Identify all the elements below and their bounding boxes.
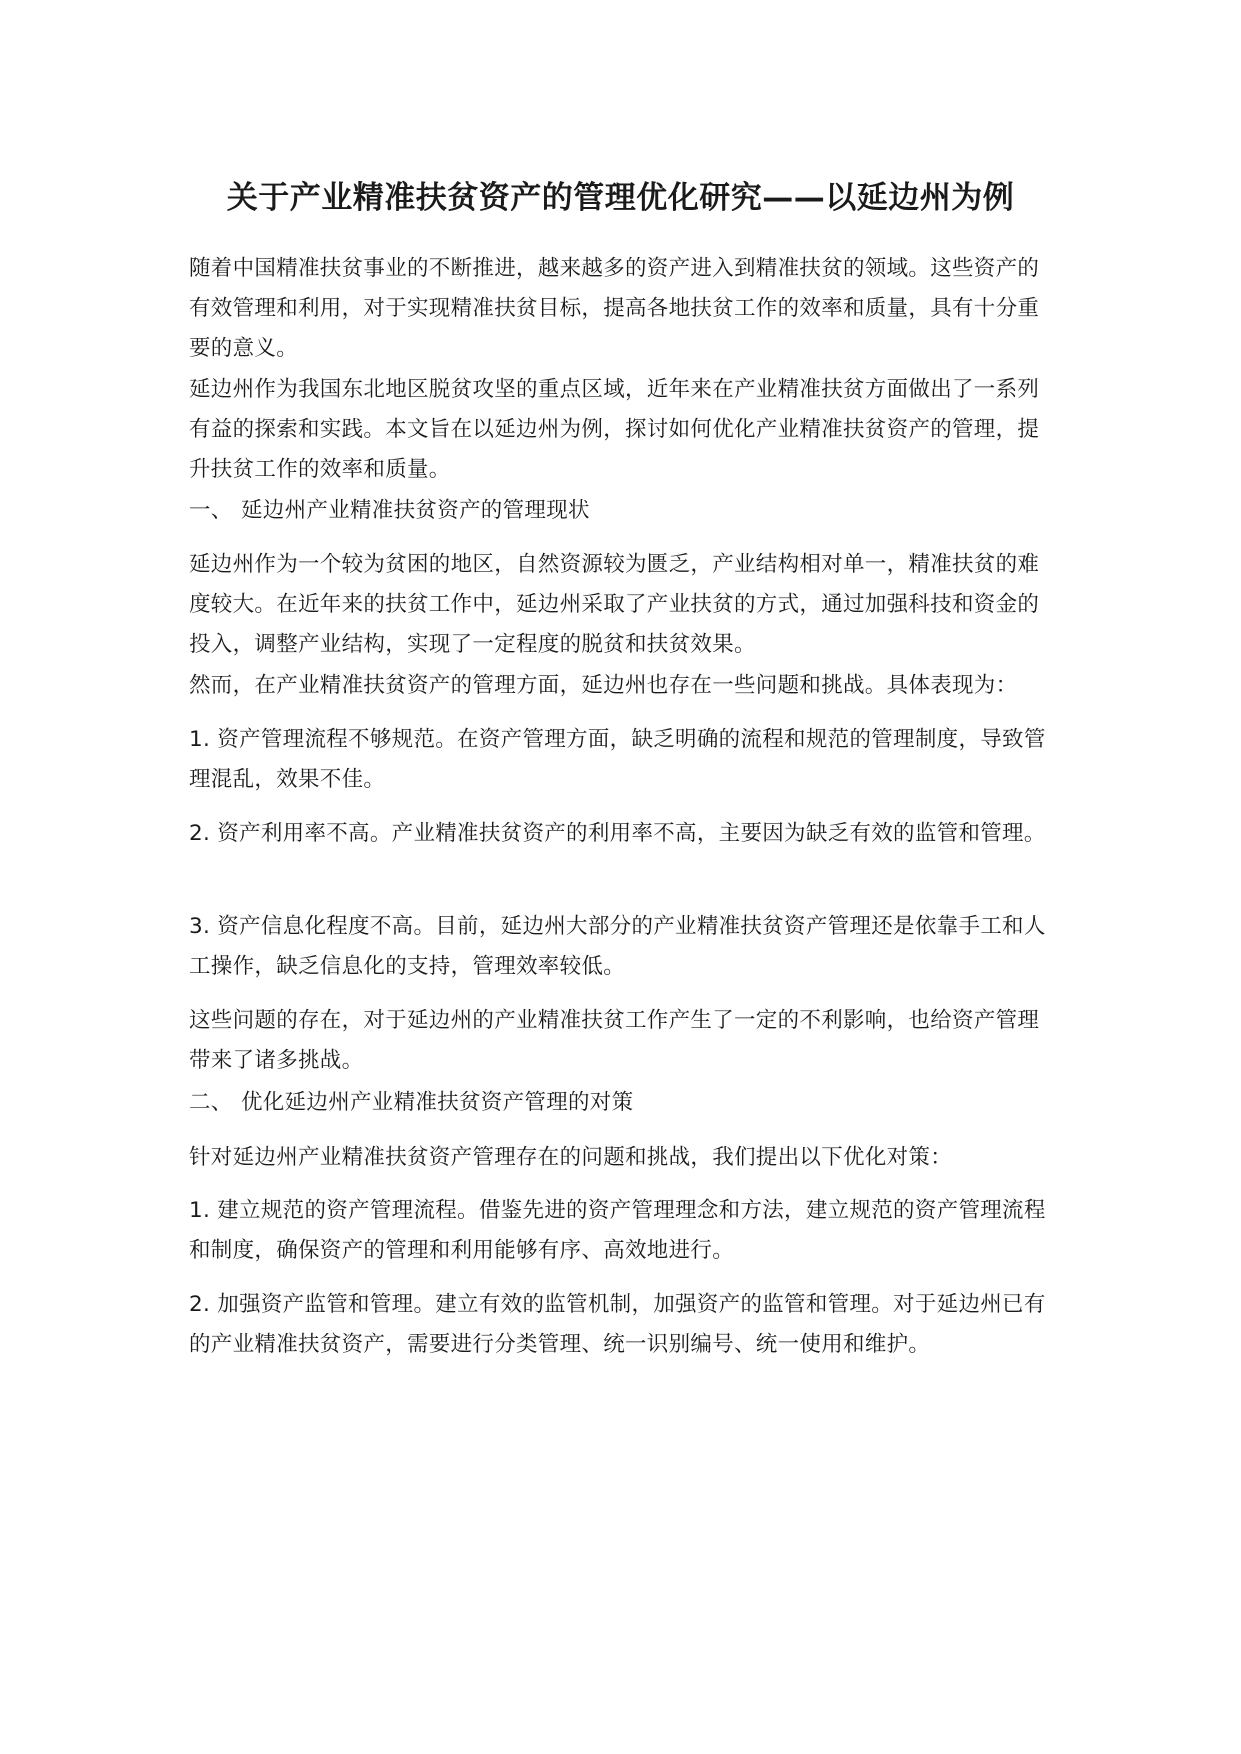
- section-1-number: 一、: [189, 498, 233, 523]
- section-2-list-item: 1. 建立规范的资产管理流程。借鉴先进的资产管理理念和方法，建立规范的资产管理流程和制度，确保资产的管理和利用能够有序、高效地进行。: [189, 1198, 1046, 1263]
- intro-paragraph-2: 延边州作为我国东北地区脱贫攻坚的重点区域，近年来在产业精准扶贫方面做出了一系列有益的探索和实践。本文旨在以延边州为例，探讨如何优化产业精准扶贫资产的管理，提升扶贫工作的效率和质量。: [189, 377, 1040, 482]
- section-1-paragraph: 延边州作为一个较为贫困的地区，自然资源较为匮乏，产业结构相对单一，精准扶贫的难度较大。在近年来的扶贫工作中，延边州采取了产业扶贫的方式，通过加强科技和资金的投入，调整产业结构，实现了一定程度的脱贫和扶贫效果。: [189, 552, 1040, 657]
- section-1-heading: [189, 491, 1049, 531]
- section-1-paragraph: 这些问题的存在，对于延边州的产业精准扶贫工作产生了一定的不利影响，也给资产管理带来了诸多挑战。: [189, 1008, 1040, 1073]
- intro-paragraph-1: 随着中国精准扶贫事业的不断推进，越来越多的资产进入到精准扶贫的领域。这些资产的有效管理和利用，对于实现精准扶贫目标，提高各地扶贫工作的效率和质量，具有十分重要的意义。: [189, 256, 1040, 361]
- section-1-list-item: 3. 资产信息化程度不高。目前，延边州大部分的产业精准扶贫资产管理还是依靠手工和人工操作，缺乏信息化的支持，管理效率较低。: [189, 914, 1046, 979]
- section-1-list-item: 2. 资产利用率不高。产业精准扶贫资产的利用率不高，主要因为缺乏有效的监管和管理。: [189, 821, 1046, 846]
- document-title: 关于产业精准扶贫资产的管理优化研究——以延边州为例: [226, 180, 1015, 216]
- section-2-paragraph: 针对延边州产业精准扶贫资产管理存在的问题和挑战，我们提出以下优化对策：: [189, 1145, 953, 1170]
- section-1-list-item: 1. 资产管理流程不够规范。在资产管理方面，缺乏明确的流程和规范的管理制度，导致管理混乱，效果不佳。: [189, 727, 1046, 792]
- section-1-title: 延边州产业精准扶贫资产的管理现状: [241, 498, 590, 523]
- section-2-number: 二、: [189, 1090, 233, 1115]
- section-2-title: 优化延边州产业精准扶贫资产管理的对策: [241, 1090, 634, 1115]
- section-2-heading: [189, 1083, 1049, 1123]
- section-1-paragraph: 然而，在产业精准扶贫资产的管理方面，延边州也存在一些问题和挑战。具体表现为：: [189, 673, 1018, 698]
- section-2-list-item: 2. 加强资产监管和管理。建立有效的监管机制，加强资产的监管和管理。对于延边州已有的产业精准扶贫资产，需要进行分类管理、统一识别编号、统一使用和维护。: [189, 1292, 1046, 1357]
